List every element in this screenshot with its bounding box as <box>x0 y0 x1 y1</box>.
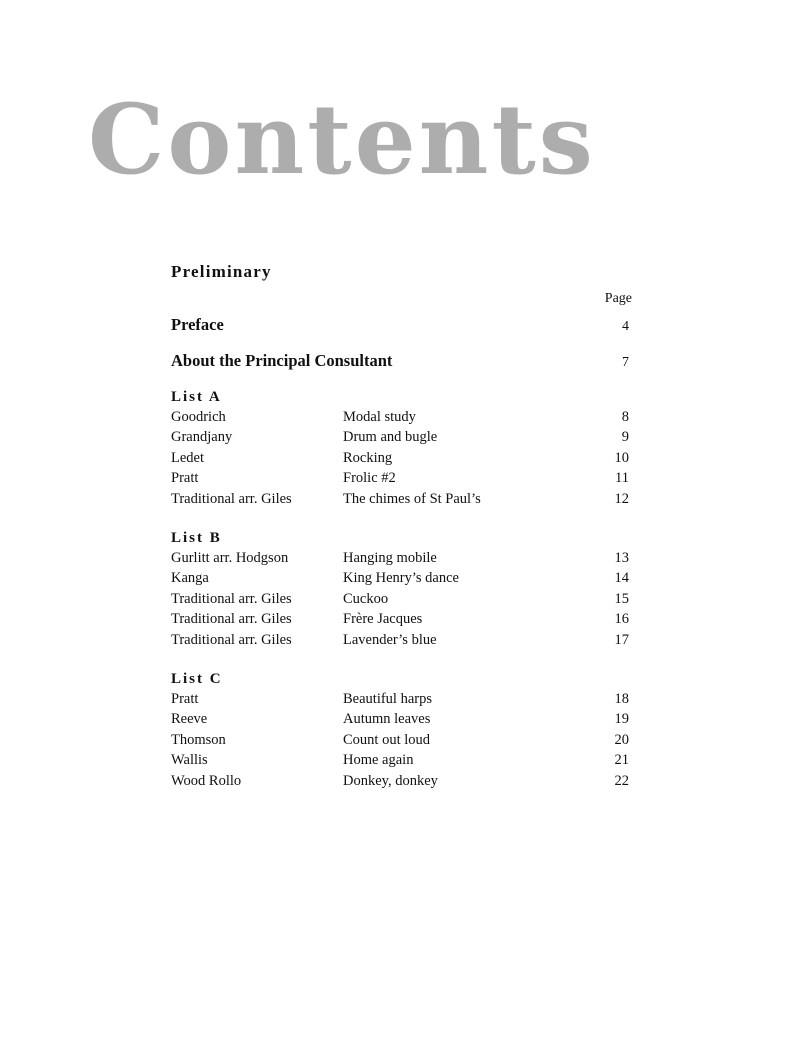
list-item <box>171 468 633 488</box>
list-item <box>171 689 633 709</box>
list-c-section <box>171 669 633 791</box>
composer-name: Pratt <box>171 691 199 708</box>
page-number: 14 <box>614 570 629 587</box>
list-item <box>171 489 633 509</box>
page-number: 8 <box>621 409 629 425</box>
list-item <box>171 427 633 447</box>
piece-title: Frolic #2 <box>343 470 396 487</box>
composer-name: Traditional arr. Giles <box>171 631 292 648</box>
page-number: 10 <box>614 449 629 466</box>
piece-title: Home again <box>343 752 414 769</box>
piece-title: Donkey, donkey <box>343 772 438 789</box>
table-of-contents <box>171 262 633 791</box>
piece-title: Frère Jacques <box>343 611 423 628</box>
list-item <box>171 771 633 791</box>
composer-name: Traditional arr. Giles <box>171 490 292 507</box>
list-b-section <box>171 528 633 650</box>
list-item <box>171 548 633 568</box>
piece-title: Cuckoo <box>343 590 389 607</box>
list-item <box>171 448 633 468</box>
page-number: 21 <box>614 752 629 769</box>
list-item <box>171 568 633 588</box>
piece-title: Count out loud <box>343 731 431 748</box>
composer-name: Ledet <box>171 449 205 466</box>
list-a-heading: List A <box>171 389 222 405</box>
piece-title: Modal study <box>343 409 416 425</box>
list-item <box>171 750 633 770</box>
list-item <box>171 589 633 609</box>
composer-name: Kanga <box>171 570 209 587</box>
about-label: About the Principal Consultant <box>171 351 393 370</box>
composer-name: Gurlitt arr. Hodgson <box>171 550 289 567</box>
piece-title: King Henry’s dance <box>343 570 459 587</box>
list-item <box>171 609 633 629</box>
piece-title: Beautiful harps <box>343 691 432 708</box>
toc-entry-preface <box>171 315 633 337</box>
preface-page: 4 <box>622 319 629 334</box>
preface-label: Preface <box>171 315 224 334</box>
composer-name: Reeve <box>171 711 208 728</box>
page-number: 13 <box>614 550 629 567</box>
composer-name: Wood Rollo <box>171 772 242 789</box>
page-number: 22 <box>614 772 629 789</box>
page-number: 16 <box>614 611 629 628</box>
preliminary-heading: Preliminary <box>171 262 272 281</box>
list-item <box>171 630 633 650</box>
page-number: 12 <box>614 490 629 507</box>
piece-title: The chimes of St Paul’s <box>343 490 481 507</box>
page-number: 9 <box>621 429 629 446</box>
page-number: 11 <box>615 470 629 487</box>
list-a-section <box>171 387 633 509</box>
page-number: 20 <box>614 731 629 748</box>
composer-name: Goodrich <box>171 409 226 425</box>
composer-name: Thomson <box>171 731 226 748</box>
piece-title: Rocking <box>343 449 393 466</box>
piece-title: Lavender’s blue <box>343 631 437 648</box>
page-number: 17 <box>614 631 629 648</box>
page-number: 18 <box>614 691 629 708</box>
page-column-header: Page <box>604 291 632 306</box>
piece-title: Autumn leaves <box>343 711 431 728</box>
page-number: 19 <box>614 711 629 728</box>
piece-title: Hanging mobile <box>343 550 437 567</box>
composer-name: Wallis <box>171 752 208 769</box>
composer-name: Traditional arr. Giles <box>171 611 292 628</box>
toc-entry-about <box>171 351 633 373</box>
piece-title: Drum and bugle <box>343 429 438 446</box>
composer-name: Pratt <box>171 470 199 487</box>
list-b-heading: List B <box>171 530 222 547</box>
list-item <box>171 407 633 427</box>
list-item <box>171 730 633 750</box>
page-title: Contents <box>88 83 596 196</box>
composer-name: Traditional arr. Giles <box>171 590 292 607</box>
page-number: 15 <box>614 590 629 607</box>
about-page: 7 <box>622 355 629 370</box>
composer-name: Grandjany <box>171 429 233 446</box>
list-item <box>171 709 633 729</box>
list-c-heading: List C <box>171 671 223 688</box>
